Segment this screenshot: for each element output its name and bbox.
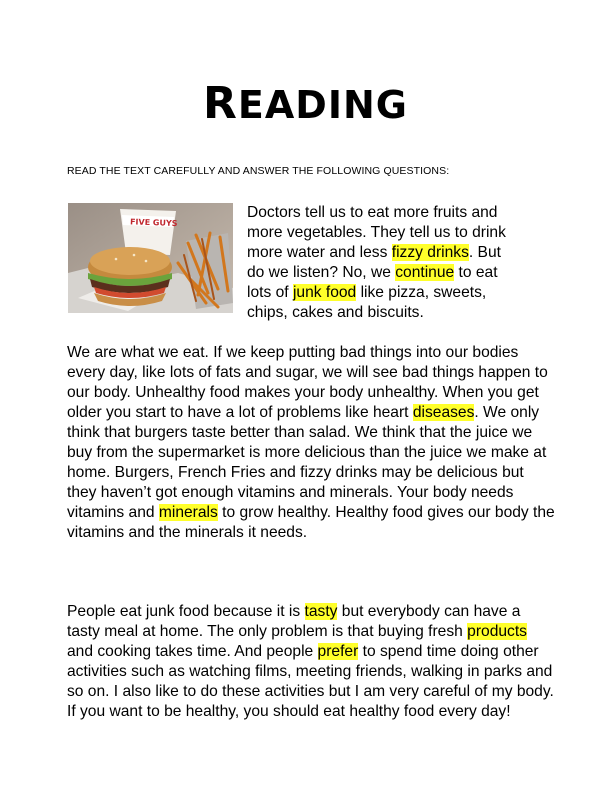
highlight-prefer: prefer <box>317 643 359 660</box>
instructions: READ THE TEXT CAREFULLY AND ANSWER THE FOLLOWING QUESTIONS: <box>67 165 450 177</box>
cup-logo-text: FIVE GUYS <box>129 217 178 229</box>
highlight-tasty: tasty <box>304 603 338 620</box>
highlight-fizzy-drinks: fizzy drinks <box>391 244 469 261</box>
intro-line-6: chips, cakes and biscuits. <box>247 304 424 321</box>
intro-line-5: lots of junk food like pizza, sweets, <box>247 284 487 301</box>
intro-line-3: more water and less fizzy drinks. But <box>247 244 501 261</box>
junk-food-photo <box>68 203 233 313</box>
highlight-products: products <box>467 623 527 640</box>
paragraph-junk-food: People eat junk food because it is tasty but everybody can have a tasty meal at home. The only problem is that buying fresh products and cooking takes time. And people prefer to spend time doing other activities such as watching films, meeting friends, walking in parks and so on. I also like to do these activities but I am very careful of my body. If you want to be healthy, you should eat healthy food every day! <box>67 603 554 720</box>
page-title: READING <box>203 78 408 129</box>
highlight-diseases: diseases <box>412 404 475 421</box>
highlight-minerals: minerals <box>158 504 218 521</box>
paragraph-health: We are what we eat. If we keep putting bad things into our bodies every day, like lots of fats and sugar, we will see bad things happen to our body. Unhealthy food makes your body unhealthy. When you get older you start to have a lot of problems like heart diseases. We only think that burgers taste better than salad. We think that the juice we buy from the supermarket is more delicious than the juice we make at home. Burgers, French Fries and fizzy drinks may be delicious but they haven’t got enough vitamins and minerals. Your body needs vitamins and minerals to grow healthy. Healthy food gives our body the vitamins and the minerals it needs. <box>67 344 555 541</box>
highlight-junk-food: junk food <box>292 284 357 301</box>
highlight-continue: continue <box>395 264 455 281</box>
paragraph-intro <box>247 203 547 323</box>
intro-line-1: Doctors tell us to eat more fruits and <box>247 204 498 221</box>
intro-line-4: do we listen? No, we continue to eat <box>247 264 498 281</box>
intro-line-2: more vegetables. They tell us to drink <box>247 224 506 241</box>
